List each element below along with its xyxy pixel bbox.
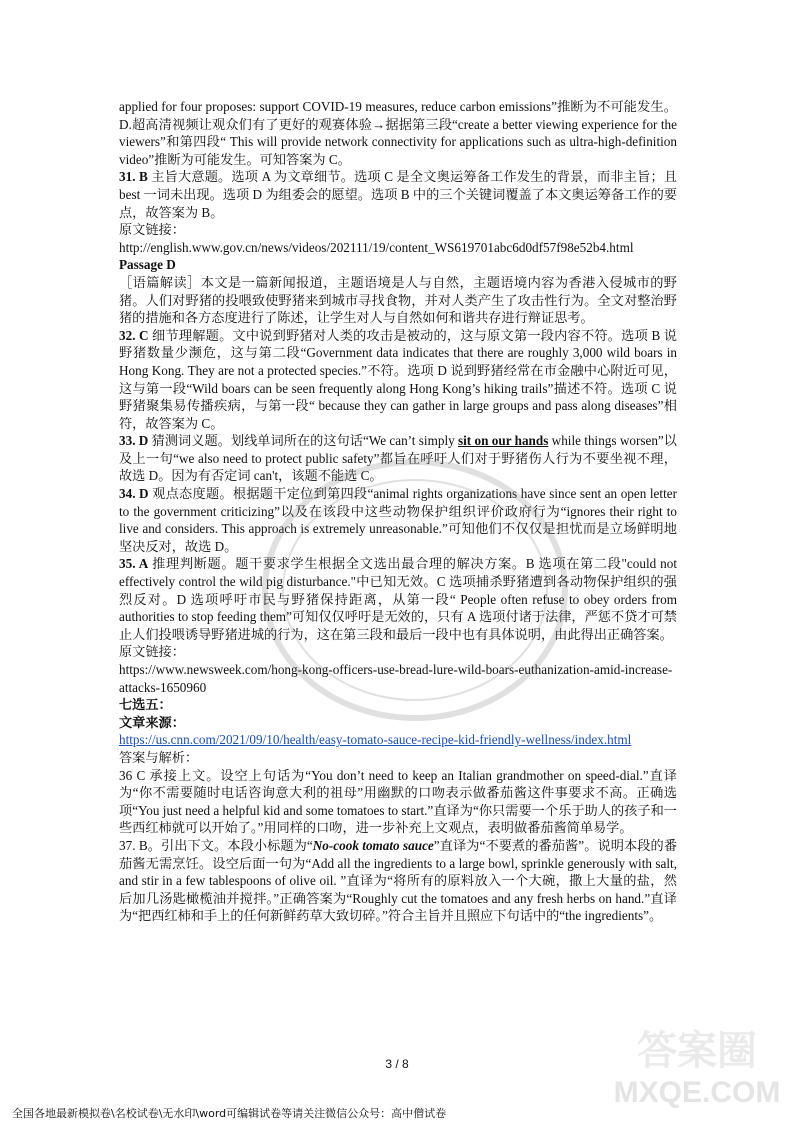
item-label: 31. B — [119, 169, 148, 185]
paragraph — [119, 837, 677, 925]
paragraph-text: ［语篇解读］本文是一篇新闻报道，主题语境是人与自然，主题语境内容为香港入侵城市的野猪。人们对野猪的投喂致使野猪来到城市寻找食物，并对人类产生了攻击性行为。全文对整治野猪的措施和各方态度进行了陈述，让学生对人与自然如何和谐共存进行辩证思考。 — [119, 274, 677, 326]
paragraph — [119, 696, 677, 714]
paragraph-text: ”直译为“不要煮的番茄酱”。说明本段的番茄酱无需烹饪。设空后面一句为“Add all the ingredients to a large bowl, sprinkle generously with salt, and stir in a few tablespoons of olive oil. ”直译为“将所有的原料放入一个大碗，撒上大量的盐，然后加几汤匙橄榄油并搅拌。”正确答案为“Roughly cut the tomatoes and any fresh herbs on hand.”直译为“把西红柿和手上的任何新鲜药草大致切碎。”符合主旨并且照应下句话中的“the ingredients”。 — [119, 837, 678, 924]
paragraph-text: 主旨大意题。选项 A 为文章细节。选项 C 是全文奥运筹备工作发生的背景，而非主旨；且 best 一词未出现。选项 D 为组委会的愿望。选项 B 中的三个关键词覆盖了本文奥运筹备工作的要点，故答案为 B。 — [119, 169, 678, 220]
paragraph — [119, 256, 677, 274]
underlined-phrase: sit on our hands — [458, 433, 549, 449]
paragraph — [119, 327, 677, 433]
item-label: 七选五： — [119, 697, 172, 713]
paragraph-text: 原文链接： — [119, 222, 185, 238]
paragraph[interactable] — [119, 239, 677, 257]
paragraph-text: 答案与解析： — [119, 749, 199, 765]
item-label: 34. D — [119, 486, 149, 502]
paragraph-text: 原文链接： — [119, 644, 185, 660]
paragraph-text: 猜测词义题。划线单词所在的这句话“We can’t simply — [148, 433, 459, 449]
paragraph — [119, 714, 677, 732]
paragraph-text: 37. B。引出下文。本段小标题为“ — [119, 837, 313, 853]
paragraph-text: 推理判断题。题干要求学生根据全文选出最合理的解决方案。B 选项在第二段"could not effectively control the wild pig disturbance."中已知无效。C 选项捕杀野猪遭到各动物保护组织的强烈反对。D 选项呼吁市民与野猪保持距离，从第一段“ People often refuse to obey orders from authorities to stop feeding them”可知仅仅呼吁是无效的，只有 A 选项付诸于法律，严惩不贷才可禁止人们投喂诱导野猪进城的行为，这在第三段和最后一段中也有具体说明，由此得出正确答案。 — [119, 556, 678, 642]
paragraph-text: https://www.newsweek.com/hong-kong-officers-use-bread-lure-wild-boars-euthanization-amid-increase-attacks-1650960 — [119, 662, 673, 695]
paragraph — [119, 643, 677, 661]
paragraph — [119, 555, 677, 643]
paragraph[interactable] — [119, 661, 677, 696]
paragraph-text: 细节理解题。文中说到野猪对人类的攻击是被动的，这与原文第一段内容不符。选项 B 说野猪数量少濒危，这与第二段“Government data indicates that there are roughly 3,000 wild boars in Hong Kong. They are not a protected species.”不符。选项 D 说到野猪经常在市金融中心附近可见，这与第一段“Wild boars can be seen frequently along Hong Kong’s hiking trails”描述不符。选项 C 说野猪聚集易传播疾病，与第一段“ because they can gather in large groups and pass along diseases”相符，故答案为 C。 — [119, 327, 677, 431]
page-number: 3 / 8 — [385, 1057, 409, 1071]
paragraph — [119, 749, 677, 767]
paragraph-text: http://english.www.gov.cn/news/videos/202111/19/content_WS619701abc6d0df57f98e52b4.html — [119, 239, 634, 255]
item-label: Passage D — [119, 257, 176, 273]
source-link[interactable]: https://us.cnn.com/2021/09/10/health/easy-tomato-sauce-recipe-kid-friendly-wellness/index.html — [119, 732, 632, 748]
document-body — [119, 98, 677, 925]
item-label: 33. D — [119, 433, 149, 449]
paragraph-text: applied for four proposes: support COVID-19 measures, reduce carbon emissions”推断为不可能发生。D.超高清视频让观众们有了更好的观赛体验→据据第三段“create a better viewing experience for the viewers”和第四段“ This will provide network connectivity for applications such as ultra-high-definition video”推断为可能发生。可知答案为 C。 — [119, 99, 677, 167]
paragraph — [119, 221, 677, 239]
paragraph — [119, 485, 677, 555]
paragraph-text: 36 C 承接上文。设空上句话为“You don’t need to keep an Italian grandmother on speed-dial.”直译为“你不需要随时电话咨询意大利的祖母”用幽默的口吻表示做番茄酱这件事要求不高。正确选项“You just need a helpful kid and some tomatoes to start.”直译为“你只需要一个乐于助人的孩子和一些西红柿就可以开始了。”用同样的口吻，进一步补充上文观点，表明做番茄酱简单易学。 — [119, 767, 677, 836]
paragraph[interactable] — [119, 731, 677, 749]
paragraph — [119, 98, 677, 168]
svg-text:MXQE.COM: MXQE.COM — [613, 1076, 781, 1109]
paragraph — [119, 767, 677, 837]
subtitle-phrase: No-cook tomato sauce — [312, 837, 434, 853]
paragraph — [119, 432, 677, 485]
paragraph — [119, 274, 677, 327]
footer-notice: 全国各地最新模拟卷\名校试卷\无水印\word可编辑试卷等请关注微信公众号：高中僧试卷 — [12, 1107, 447, 1120]
item-label: 32. C — [119, 327, 149, 343]
item-label: 文章来源： — [119, 714, 185, 730]
item-label: 35. A — [119, 556, 149, 572]
site-watermark-logo — [612, 1020, 782, 1110]
paragraph-text: while things worsen”以及上一句“we also need to protect public safety”都旨在呼吁人们对于野猪伤人行为不要坐视不理，故选 D。因为有否定词 can't，该题不能选 C。 — [119, 433, 677, 484]
paragraph — [119, 168, 677, 221]
paragraph-text: 观点态度题。根据题干定位到第四段“animal rights organizations have since sent an open letter to the government criticizing”以及在该段中这些动物保护组织评价政府行为“ignores their right to live and considers. This approach is extremely unreasonable.”可知他们不仅仅是担忧而是立场鲜明地坚决反对，故选 D。 — [119, 486, 677, 554]
svg-text:答案圈: 答案圈 — [637, 1028, 757, 1074]
